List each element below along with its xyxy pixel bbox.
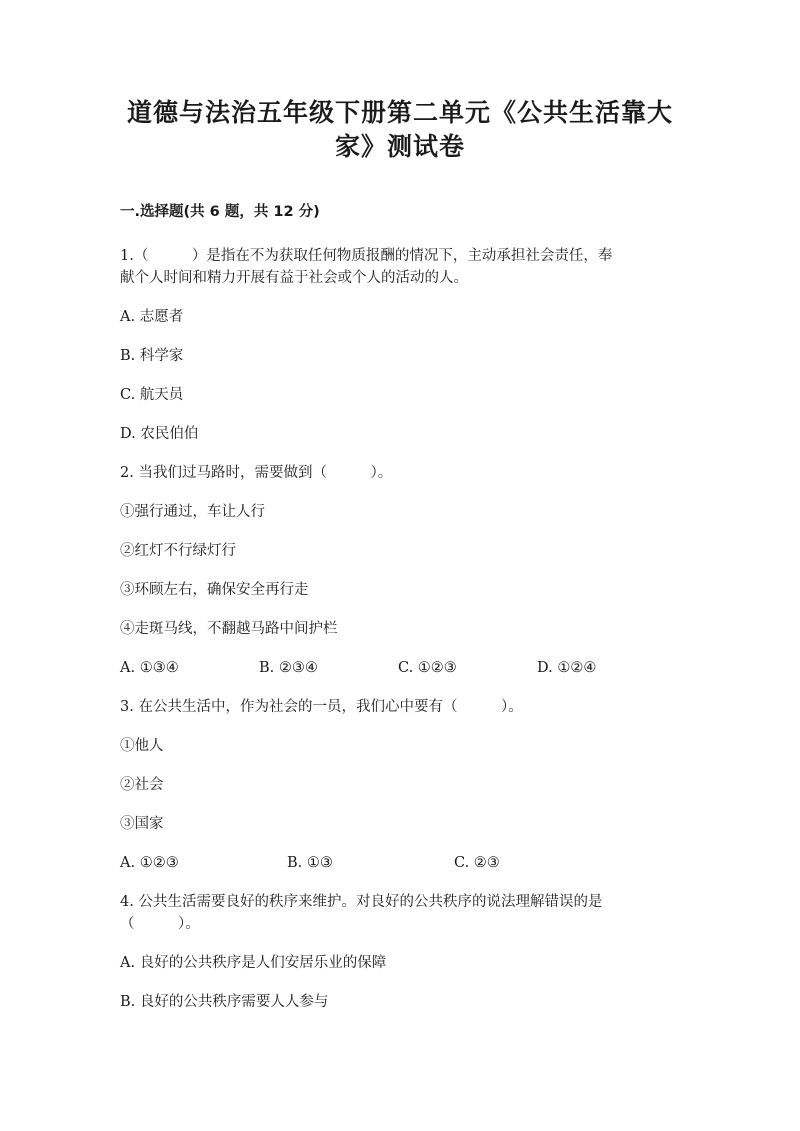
question-2-option-b: B. ②③④ <box>259 660 318 676</box>
question-2-item-1: ①强行通过，车让人行 <box>120 504 265 520</box>
section-heading: 一.选择题(共 6 题，共 12 分) <box>120 204 320 220</box>
question-2-option-a: A. ①③④ <box>120 660 179 676</box>
question-1-stem-line-2: 献个人时间和精力开展有益于社会或个人的活动的人。 <box>120 270 468 286</box>
question-2-option-d: D. ①②④ <box>537 660 597 676</box>
question-2-item-2: ②红灯不行绿灯行 <box>120 543 236 559</box>
question-3-option-b: B. ①③ <box>287 855 333 871</box>
question-4-stem <box>120 891 680 935</box>
question-1-option-b: B. 科学家 <box>120 348 184 364</box>
question-4-stem-line-2: （ ）。 <box>120 916 200 932</box>
question-1-stem <box>120 245 680 289</box>
question-3-item-3: ③国家 <box>120 816 164 832</box>
title-line-2: 家》测试卷 <box>334 132 465 161</box>
question-4-stem-line-1: 4. 公共生活需要良好的秩序来维护。对良好的公共秩序的说法理解错误的是 <box>120 894 603 910</box>
title-line-1: 道德与法治五年级下册第二单元《公共生活靠大 <box>126 98 673 127</box>
question-2-item-3: ③环顾左右，确保安全再行走 <box>120 582 309 598</box>
question-3-options <box>120 852 680 874</box>
question-3-item-1: ①他人 <box>120 738 164 754</box>
question-3-option-c: C. ②③ <box>454 855 500 871</box>
question-1-option-a: A. 志愿者 <box>120 309 184 325</box>
question-2-options <box>120 657 680 679</box>
question-1-option-c: C. 航天员 <box>120 387 184 403</box>
question-1-stem-line-1: 1.（ ）是指在不为获取任何物质报酬的情况下，主动承担社会责任，奉 <box>120 248 613 264</box>
question-3-item-2: ②社会 <box>120 777 164 793</box>
question-3-option-a: A. ①②③ <box>120 855 179 871</box>
question-1-option-d: D. 农民伯伯 <box>120 426 199 442</box>
question-2-stem: 2. 当我们过马路时，需要做到（ ）。 <box>120 465 393 481</box>
page-title <box>120 0 680 164</box>
question-4-option-b: B. 良好的公共秩序需要人人参与 <box>120 994 329 1010</box>
question-4-option-a: A. 良好的公共秩序是人们安居乐业的保障 <box>120 955 387 971</box>
question-2-option-c: C. ①②③ <box>398 660 457 676</box>
question-3-stem: 3. 在公共生活中，作为社会的一员，我们心中要有（ ）。 <box>120 699 523 715</box>
question-2-item-4: ④走斑马线，不翻越马路中间护栏 <box>120 621 338 637</box>
